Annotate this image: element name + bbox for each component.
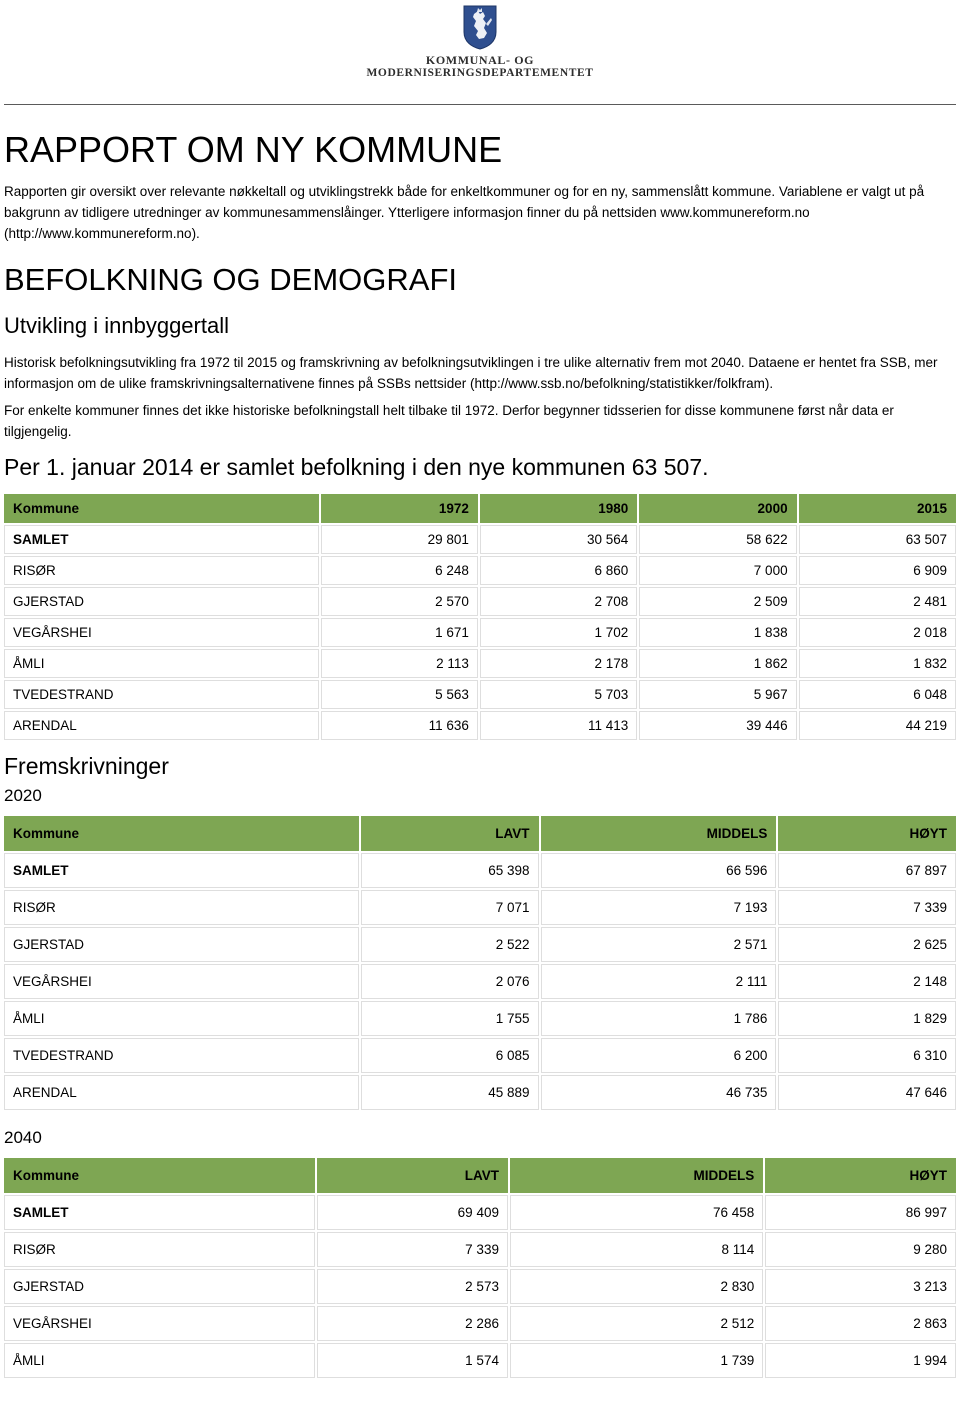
table-cell: 1 574: [317, 1343, 508, 1378]
table-cell: RISØR: [4, 890, 359, 925]
table-row: [4, 1343, 956, 1378]
table-cell: 6 048: [799, 680, 956, 709]
table-cell: 9 280: [765, 1232, 956, 1267]
table-row: [4, 711, 956, 740]
table-cell: 7 339: [778, 890, 956, 925]
year-2040-heading: 2040: [4, 1128, 42, 1147]
table-cell: 2 522: [361, 927, 539, 962]
table-row: [4, 1232, 956, 1267]
column-header: 1972: [321, 494, 478, 523]
column-header: HØYT: [765, 1158, 956, 1193]
table-cell: 39 446: [639, 711, 796, 740]
table-row: [4, 1075, 956, 1110]
table-row: [4, 618, 956, 647]
table-row: [4, 680, 956, 709]
table-cell: 2 113: [321, 649, 478, 678]
table-cell: 1 829: [778, 1001, 956, 1036]
table-cell: 1 671: [321, 618, 478, 647]
table-row: [4, 649, 956, 678]
page-header: [4, 0, 956, 105]
table-cell: 3 213: [765, 1269, 956, 1304]
column-header: 2000: [639, 494, 796, 523]
projection-2040-table: [2, 1156, 958, 1380]
table-row: [4, 556, 956, 585]
table-row: [4, 890, 956, 925]
table-cell: 58 622: [639, 525, 796, 554]
table-cell: 29 801: [321, 525, 478, 554]
table-cell: 2 148: [778, 964, 956, 999]
table-cell: SAMLET: [4, 1195, 315, 1230]
table-cell: GJERSTAD: [4, 1269, 315, 1304]
table-cell: 2 625: [778, 927, 956, 962]
table-cell: 1 786: [541, 1001, 777, 1036]
table-cell: 30 564: [480, 525, 637, 554]
table-cell: 2 111: [541, 964, 777, 999]
table-row: [4, 1038, 956, 1073]
table-row: [4, 1269, 956, 1304]
intro-paragraph: Rapporten gir oversikt over relevante nøkkeltall og utviklingstrekk både for enkeltkommuner og for en ny, sammenslått kommune. Variablene er valgt ut på bakgrunn av tidligere utredninger av kommunesammenslåinger. Ytterligere informasjon finner du på nettsiden www.kommunereform.no (http://www.kommunereform.no).: [4, 184, 925, 241]
table-cell: 1 832: [799, 649, 956, 678]
table-cell: 1 862: [639, 649, 796, 678]
table-cell: RISØR: [4, 1232, 315, 1267]
projections-heading: Fremskrivninger: [4, 753, 169, 779]
table-row: [4, 1001, 956, 1036]
projection-2020-table: [2, 814, 958, 1112]
table-cell: ÅMLI: [4, 649, 319, 678]
table-cell: 6 248: [321, 556, 478, 585]
table-cell: 2 830: [510, 1269, 763, 1304]
table-cell: 2 509: [639, 587, 796, 616]
table-cell: 6 909: [799, 556, 956, 585]
table-cell: 6 200: [541, 1038, 777, 1073]
table-cell: 1 994: [765, 1343, 956, 1378]
table-cell: 2 178: [480, 649, 637, 678]
column-header: LAVT: [361, 816, 539, 851]
table-cell: 65 398: [361, 853, 539, 888]
table-cell: TVEDESTRAND: [4, 680, 319, 709]
table-cell: 1 739: [510, 1343, 763, 1378]
table-cell: 7 000: [639, 556, 796, 585]
report-content: [0, 129, 960, 1380]
table-cell: 6 860: [480, 556, 637, 585]
table-cell: 63 507: [799, 525, 956, 554]
year-2020-heading: 2020: [4, 786, 42, 805]
table-cell: ARENDAL: [4, 1075, 359, 1110]
table-row: [4, 927, 956, 962]
table-cell: TVEDESTRAND: [4, 1038, 359, 1073]
table-cell: 5 703: [480, 680, 637, 709]
ministry-logo: [330, 4, 630, 80]
table-cell: 47 646: [778, 1075, 956, 1110]
table-header-row: [4, 1158, 956, 1193]
table-cell: 2 573: [317, 1269, 508, 1304]
table-cell: 1 755: [361, 1001, 539, 1036]
table-cell: VEGÅRSHEI: [4, 1306, 315, 1341]
table-cell: 7 193: [541, 890, 777, 925]
table-cell: 66 596: [541, 853, 777, 888]
table-cell: 6 310: [778, 1038, 956, 1073]
historical-population-table: [2, 492, 958, 742]
table-cell: ÅMLI: [4, 1343, 315, 1378]
coat-of-arms-icon: [462, 4, 498, 50]
table-cell: 1 702: [480, 618, 637, 647]
table-cell: 2 076: [361, 964, 539, 999]
table-row: [4, 587, 956, 616]
table-row: [4, 853, 956, 888]
table-cell: 6 085: [361, 1038, 539, 1073]
column-header: Kommune: [4, 816, 359, 851]
table-cell: 76 458: [510, 1195, 763, 1230]
table-cell: 7 071: [361, 890, 539, 925]
table-cell: 2 512: [510, 1306, 763, 1341]
column-header: MIDDELS: [510, 1158, 763, 1193]
table-cell: 5 967: [639, 680, 796, 709]
table-cell: ÅMLI: [4, 1001, 359, 1036]
table-cell: 7 339: [317, 1232, 508, 1267]
table-cell: 45 889: [361, 1075, 539, 1110]
table-row: [4, 525, 956, 554]
table-cell: 2 863: [765, 1306, 956, 1341]
table-cell: ARENDAL: [4, 711, 319, 740]
table-cell: GJERSTAD: [4, 927, 359, 962]
table-cell: 2 708: [480, 587, 637, 616]
table-row: [4, 1306, 956, 1341]
column-header: 2015: [799, 494, 956, 523]
table-cell: 69 409: [317, 1195, 508, 1230]
logo-line-1: KOMMUNAL- OG: [425, 53, 535, 67]
column-header: HØYT: [778, 816, 956, 851]
population-summary: Per 1. januar 2014 er samlet befolkning i den nye kommunen 63 507.: [4, 454, 709, 480]
table-cell: 2 481: [799, 587, 956, 616]
column-header: Kommune: [4, 494, 319, 523]
table-cell: 2 018: [799, 618, 956, 647]
table-header-row: [4, 816, 956, 851]
method-paragraph: Historisk befolkningsutvikling fra 1972 til 2015 og framskrivning av befolkningsutviklingen i tre ulike alternativ frem mot 2040. Dataene er hentet fra SSB, mer informasjon om de ulike framskrivningsalternativene finnes på SSBs nettsider (http://www.ssb.no/befolkning/statistikker/folkfram).: [4, 355, 938, 391]
table-cell: SAMLET: [4, 525, 319, 554]
subsection-heading: Utvikling i innbyggertall: [4, 313, 229, 338]
table-cell: 2 570: [321, 587, 478, 616]
table-cell: 67 897: [778, 853, 956, 888]
column-header: Kommune: [4, 1158, 315, 1193]
table-cell: 11 636: [321, 711, 478, 740]
table-cell: RISØR: [4, 556, 319, 585]
column-header: LAVT: [317, 1158, 508, 1193]
table-cell: VEGÅRSHEI: [4, 964, 359, 999]
table-cell: VEGÅRSHEI: [4, 618, 319, 647]
table-cell: 11 413: [480, 711, 637, 740]
table-cell: 1 838: [639, 618, 796, 647]
table-cell: 8 114: [510, 1232, 763, 1267]
table-row: [4, 1195, 956, 1230]
logo-line-2: MODERNISERINGSDEPARTEMENTET: [366, 67, 594, 79]
column-header: 1980: [480, 494, 637, 523]
table-cell: 5 563: [321, 680, 478, 709]
table-cell: 86 997: [765, 1195, 956, 1230]
column-header: MIDDELS: [541, 816, 777, 851]
section-heading: BEFOLKNING OG DEMOGRAFI: [4, 262, 457, 297]
table-cell: 44 219: [799, 711, 956, 740]
table-cell: 2 571: [541, 927, 777, 962]
note-paragraph: For enkelte kommuner finnes det ikke historiske befolkningstall helt tilbake til 1972. Derfor begynner tidsserien for disse kommunene først når data er tilgjengelig.: [4, 403, 894, 439]
table-header-row: [4, 494, 956, 523]
table-cell: 46 735: [541, 1075, 777, 1110]
report-title: RAPPORT OM NY KOMMUNE: [4, 129, 503, 170]
table-cell: SAMLET: [4, 853, 359, 888]
table-row: [4, 964, 956, 999]
table-cell: 2 286: [317, 1306, 508, 1341]
table-cell: GJERSTAD: [4, 587, 319, 616]
